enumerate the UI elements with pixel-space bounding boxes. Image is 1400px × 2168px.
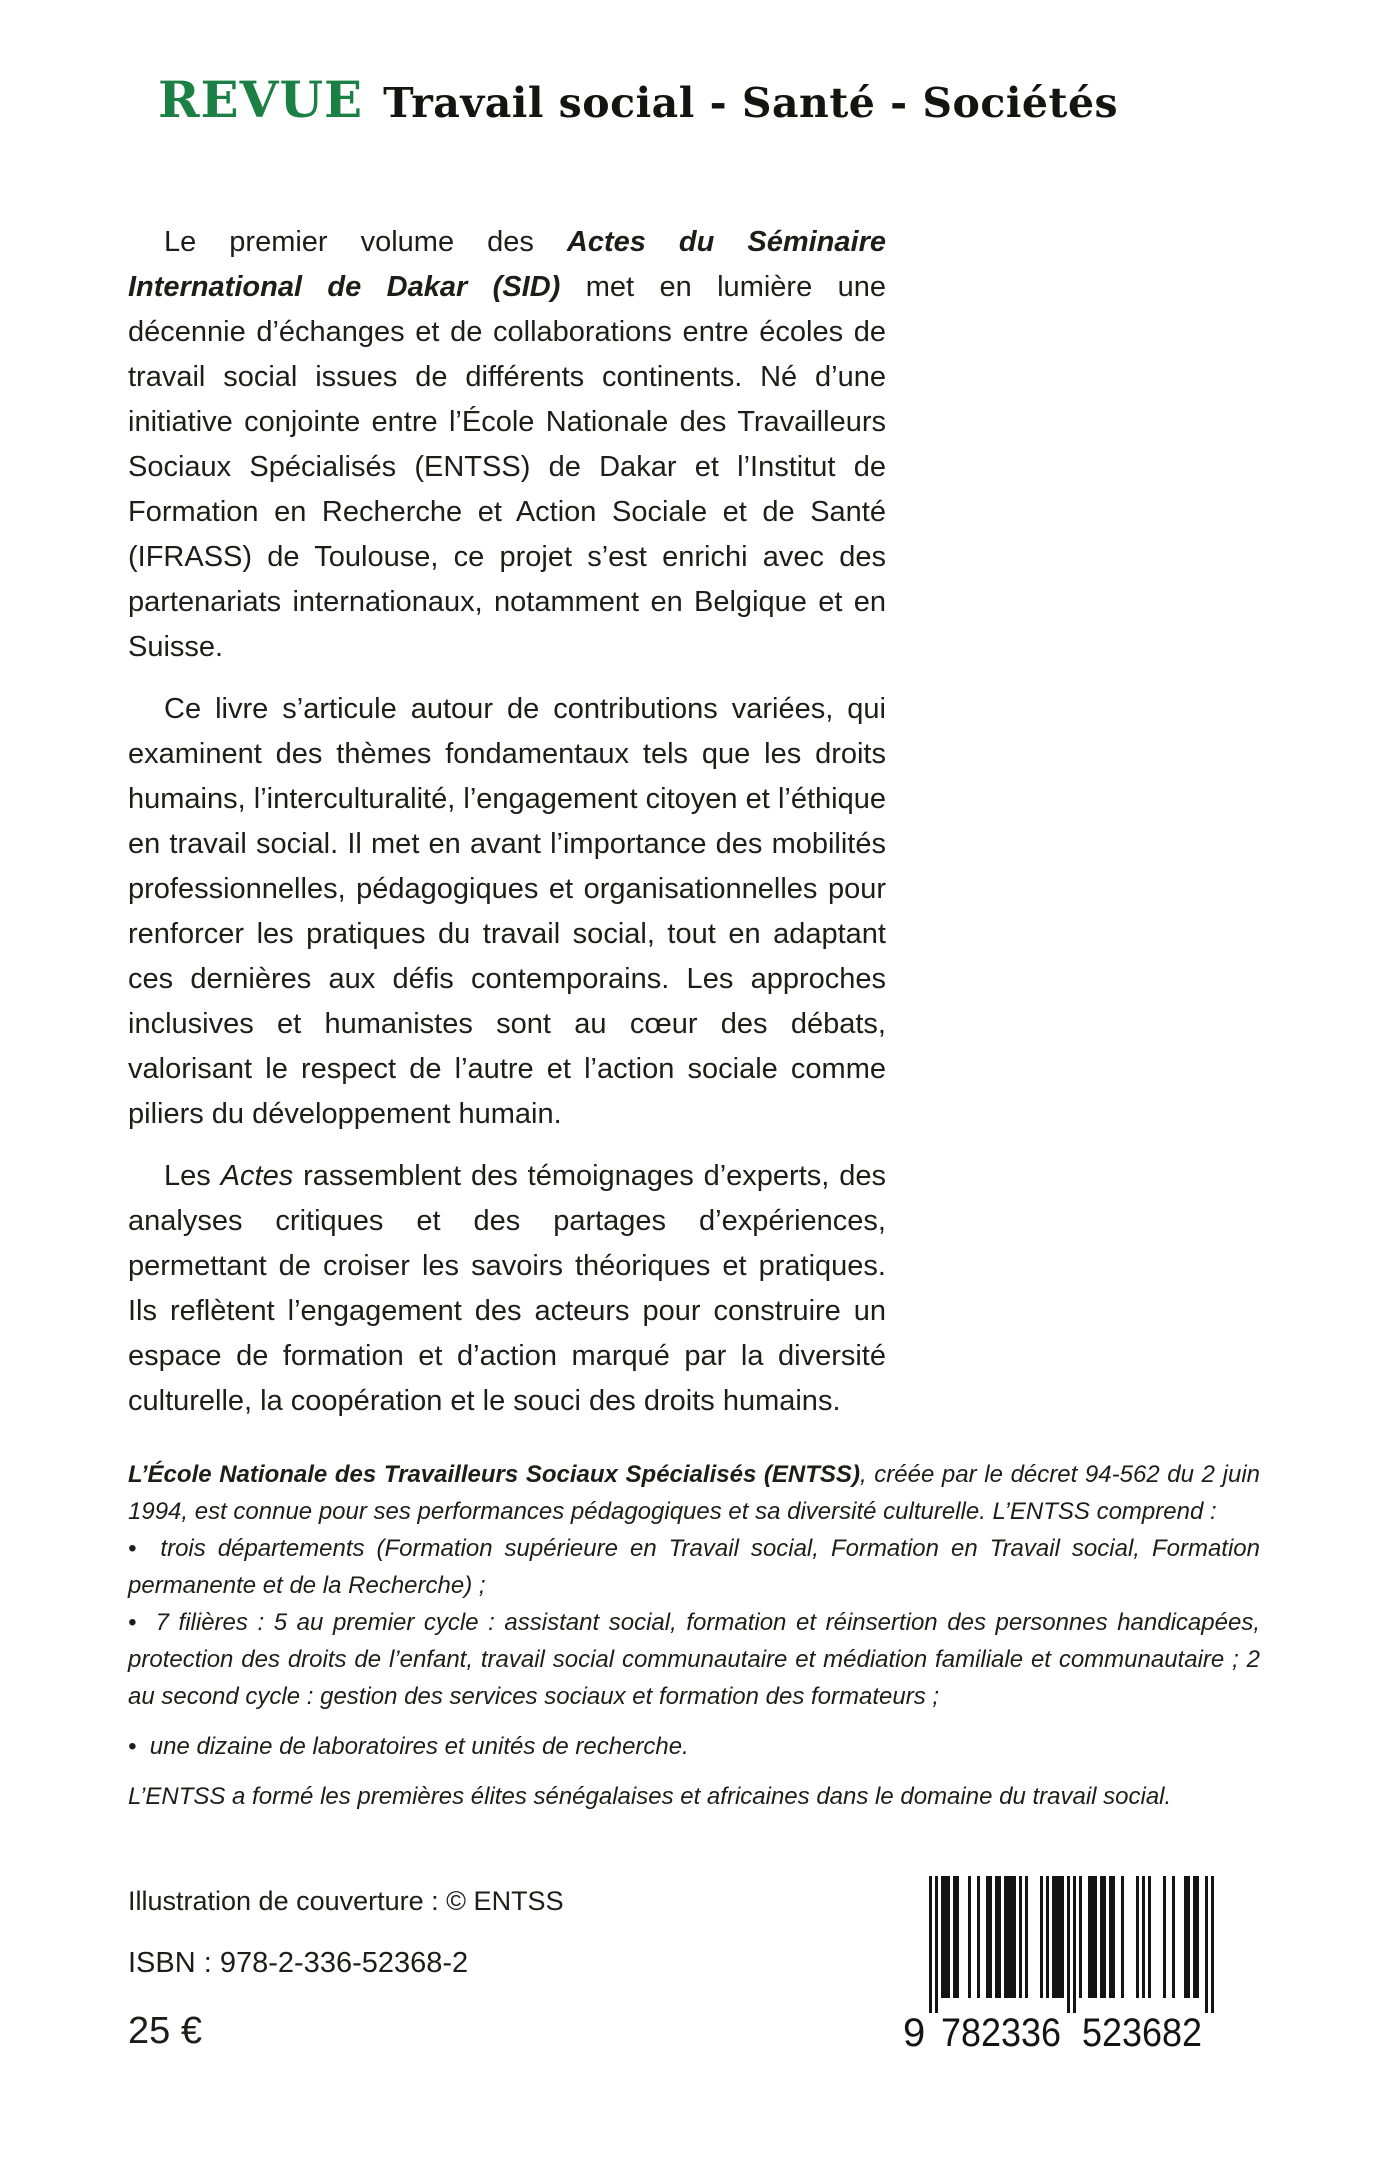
synopsis-p3-lead: Les xyxy=(164,1160,221,1192)
synopsis xyxy=(128,220,886,1441)
svg-text:782336: 782336 xyxy=(941,2011,1061,2052)
price: 25 € xyxy=(128,2010,202,2052)
ean13-barcode xyxy=(903,1876,1218,2057)
institution-notice xyxy=(128,1456,1260,1815)
synopsis-p1-rest: met en lumière une décennie d’échanges et de collaborations entre écoles de travail social issues de différents continents. Né d’une initiative conjointe entre l’École Nationale des Travailleurs Sociaux Spécialisés (ENTSS) de Dakar et l’Institut de Formation en Recherche et Action Sociale et de Santé (IFRASS) de Toulouse, ce projet s’est enrichi avec des partenariats internationaux, notamment en Belgique et en Suisse. xyxy=(128,271,886,663)
illustration-credit: Illustration de couverture : © ENTSS xyxy=(128,1886,564,1916)
notice-bullet-departments: • trois départements (Formation supérieure en Travail social, Formation en Travail social, Formation permanente et de la Recherche) ; xyxy=(128,1530,1260,1604)
notice-school-name: L’École Nationale des Travailleurs Sociaux Spécialisés (ENTSS) xyxy=(128,1461,860,1488)
notice-bullet-filieres: • 7 filières : 5 au premier cycle : assistant social, formation et réinsertion des personnes handicapées, protection des droits de l’enfant, travail social communautaire et médiation familiale et communautaire ; 2 au second cycle : gestion des services sociaux et formation des formateurs ; xyxy=(128,1604,1260,1715)
revue-logo: REVUE xyxy=(158,70,364,129)
notice-intro xyxy=(128,1456,1260,1530)
notice-intro-rest: , créée par le décret 94-562 du 2 juin 1994, est connue pour ses performances pédagogiques et sa diversité culturelle. L’ENTSS comprend : xyxy=(128,1461,1260,1525)
isbn-text: ISBN : 978-2-336-52368-2 xyxy=(128,1947,469,1979)
svg-text:9: 9 xyxy=(903,2011,926,2052)
collection-title: Travail social - Santé - Sociétés xyxy=(383,79,1119,127)
synopsis-p1-book-title: Actes du Séminaire International de Dakar (SID) xyxy=(128,226,886,303)
synopsis-paragraph-2: Ce livre s’articule autour de contributions variées, qui examinent des thèmes fondamentaux tels que les droits humains, l’interculturalité, l’engagement citoyen et l’éthique en travail social. Il met en avant l’importance des mobilités professionnelles, pédagogiques et organisationnelles pour renforcer les pratiques du travail social, tout en adaptant ces dernières aux défis contemporains. Les approches inclusives et humanistes sont au cœur des débats, valorisant le respect de l’autre et l’action sociale comme piliers du développement humain. xyxy=(128,693,886,1130)
synopsis-paragraph-3 xyxy=(128,1154,886,1424)
collection-header xyxy=(158,70,1118,129)
synopsis-p1-lead: Le premier volume des xyxy=(164,226,567,258)
notice-bullet-laboratoires: • une dizaine de laboratoires et unités de recherche. xyxy=(128,1728,1260,1765)
synopsis-p3-rest: rassemblent des témoignages d’experts, des analyses critiques et des partages d’expériences, permettant de croiser les savoirs théoriques et pratiques. Ils reflètent l’engagement des acteurs pour construire un espace de formation et d’action marqué par la diversité culturelle, la coopération et le souci des droits humains. xyxy=(128,1160,886,1417)
svg-text:523682: 523682 xyxy=(1082,2011,1202,2052)
notice-outro: L’ENTSS a formé les premières élites sénégalaises et africaines dans le domaine du travail social. xyxy=(128,1783,1172,1810)
synopsis-p3-book-title: Actes xyxy=(220,1160,294,1192)
synopsis-paragraph-1 xyxy=(128,220,886,670)
barcode-graphic xyxy=(903,1876,1218,2052)
